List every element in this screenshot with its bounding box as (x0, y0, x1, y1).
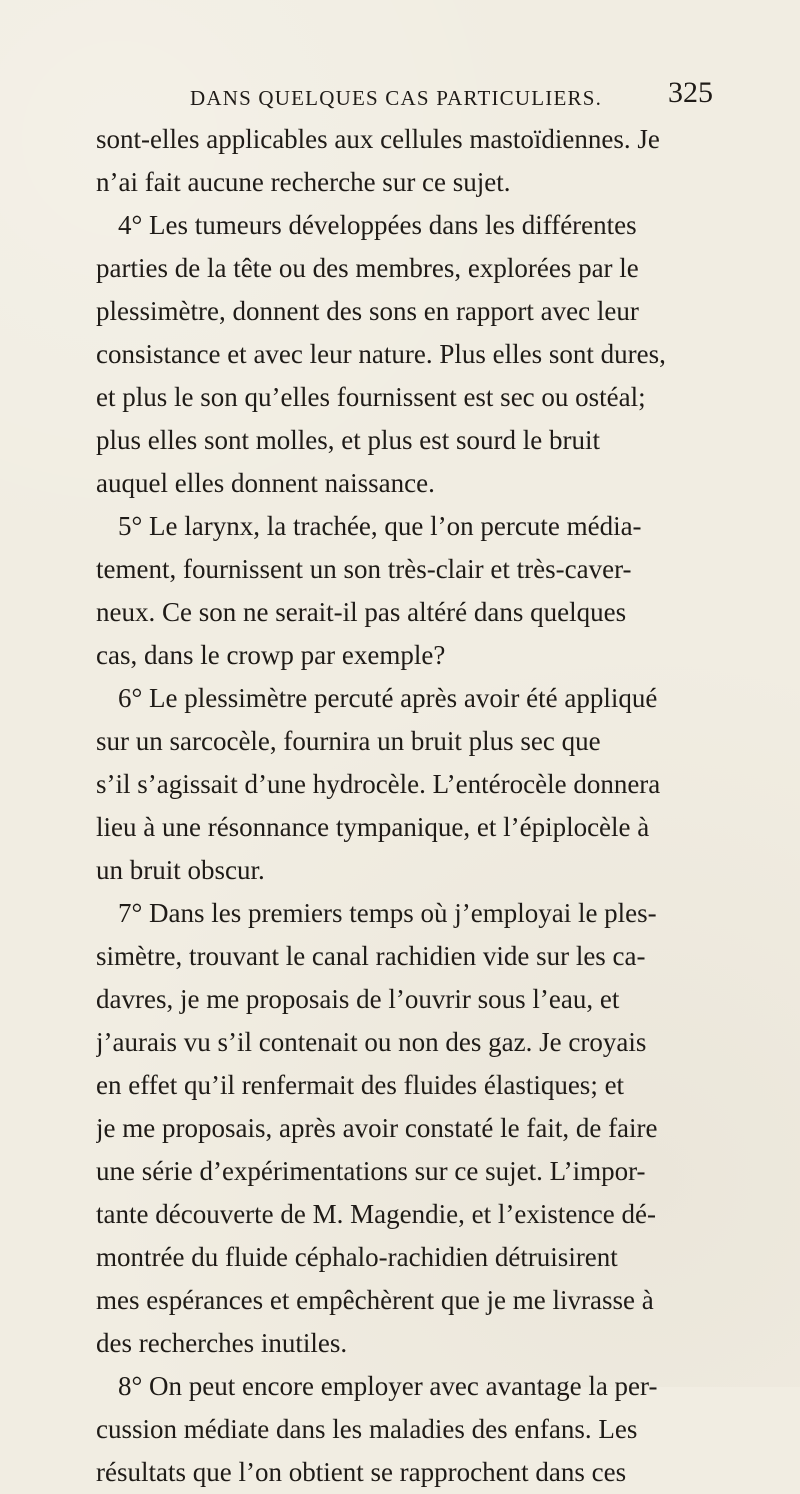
text-line: simètre, trouvant le canal rachidien vide sur les ca- (96, 941, 646, 971)
text-line: un bruit obscur. (96, 855, 265, 885)
page-number: 325 (668, 76, 713, 109)
text-line: neux. Ce son ne serait-il pas altéré dans quelques (96, 597, 627, 627)
text-line: sont-elles applicables aux cellules mastoïdiennes. Je (96, 124, 660, 154)
text-line: résultats que l’on obtient se rapprochent dans ces (96, 1457, 627, 1487)
text-line: en effet qu’il renfermait des fluides élastiques; et (96, 1070, 625, 1100)
text-line: n’ai fait aucune recherche sur ce sujet. (96, 167, 511, 197)
text-line: tante découverte de M. Magendie, et l’existence dé- (96, 1199, 656, 1229)
text-line: cas, dans le crowp par exemple? (96, 640, 446, 670)
text-line: auquel elles donnent naissance. (96, 468, 435, 498)
text-line: davres, je me proposais de l’ouvrir sous l’eau, et (96, 984, 620, 1014)
text-line: lieu à une résonnance tympanique, et l’épiplocèle à (96, 812, 650, 842)
text-line: parties de la tête ou des membres, explorées par le (96, 253, 639, 283)
body-text (96, 118, 716, 1494)
text-line: mes espérances et empêchèrent que je me livrasse à (96, 1285, 654, 1315)
text-line: s’il s’agissait d’une hydrocèle. L’entérocèle donnera (96, 769, 661, 799)
paragraph-start-line: 8° On peut encore employer avec avantage la per- (118, 1371, 658, 1401)
text-line: plus elles sont molles, et plus est sourd le bruit (96, 425, 600, 455)
text-line: consistance et avec leur nature. Plus elles sont dures, (96, 339, 666, 369)
text-line: des recherches inutiles. (96, 1328, 348, 1358)
text-line: je me proposais, après avoir constaté le fait, de faire (96, 1113, 658, 1143)
text-line: plessimètre, donnent des sons en rapport avec leur (96, 296, 639, 326)
text-line: montrée du fluide céphalo-rachidien détruisirent (96, 1242, 618, 1272)
text-line: une série d’expérimentations sur ce sujet. L’impor- (96, 1156, 646, 1186)
paragraph-start-line: 5° Le larynx, la trachée, que l’on percute média- (118, 511, 642, 541)
paragraph-start-line: 4° Les tumeurs développées dans les différentes (118, 210, 637, 240)
paragraph-start-line: 6° Le plessimètre percuté après avoir été appliqué (118, 683, 658, 713)
text-line: tement, fournissent un son très-clair et très-caver- (96, 554, 632, 584)
running-title: DANS QUELQUES CAS PARTICULIERS. (190, 86, 603, 110)
paragraph-start-line: 7° Dans les premiers temps où j’employai le ples- (118, 898, 657, 928)
text-line: et plus le son qu’elles fournissent est sec ou ostéal; (96, 382, 646, 412)
text-line: sur un sarcocèle, fournira un bruit plus sec que (96, 726, 601, 756)
text-line: cussion médiate dans les maladies des enfans. Les (96, 1414, 638, 1444)
text-line: j’aurais vu s’il contenait ou non des gaz. Je croyais (96, 1027, 647, 1057)
